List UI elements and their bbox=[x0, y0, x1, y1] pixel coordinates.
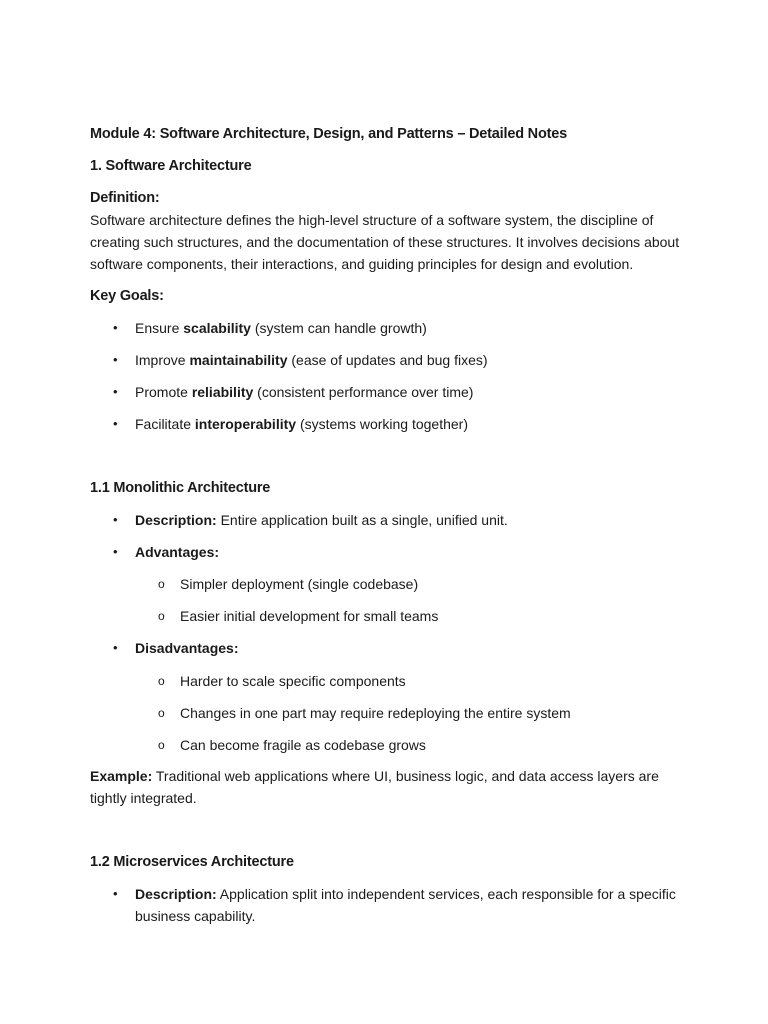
list-item bbox=[135, 317, 427, 339]
description-label: Description: bbox=[135, 886, 217, 902]
definition-text: Software architecture defines the high-level structure of a software system, the discipline of creating such structures, and the documentation of these structures. It involves decisions about software components, their interactions, and guiding principles for design and evolution. bbox=[90, 212, 680, 272]
list-item bbox=[135, 413, 468, 435]
description-continuation: business capability. bbox=[135, 908, 256, 924]
list-item: Changes in one part may require redeploying the entire system bbox=[180, 705, 571, 721]
sub-bullet-marker: o bbox=[158, 609, 165, 623]
key-goals-label: Key Goals: bbox=[90, 288, 164, 304]
bullet-marker: • bbox=[113, 886, 118, 901]
example-label: Example: bbox=[90, 768, 153, 784]
bullet-marker: • bbox=[113, 352, 118, 367]
goal-term: interoperability bbox=[194, 416, 297, 432]
sub-bullet-marker: o bbox=[158, 706, 165, 720]
list-item bbox=[135, 349, 488, 371]
list-item: Harder to scale specific components bbox=[180, 673, 406, 689]
bullet-marker: • bbox=[113, 640, 118, 655]
goal-prefix: Promote bbox=[135, 384, 192, 400]
bullet-marker: • bbox=[113, 512, 118, 527]
bullet-marker: • bbox=[113, 384, 118, 399]
list-item bbox=[135, 381, 473, 403]
definition-label: Definition: bbox=[90, 190, 160, 206]
sub-bullet-marker: o bbox=[158, 738, 165, 752]
goal-prefix: Facilitate bbox=[135, 416, 195, 432]
goal-suffix: (system can handle growth) bbox=[250, 320, 427, 336]
section-heading-microservices: 1.2 Microservices Architecture bbox=[90, 854, 294, 870]
sub-bullet-marker: o bbox=[158, 577, 165, 591]
list-item: Easier initial development for small teams bbox=[180, 608, 439, 624]
list-item bbox=[135, 509, 508, 531]
list-item: Simpler deployment (single codebase) bbox=[180, 576, 419, 592]
section-heading-monolithic: 1.1 Monolithic Architecture bbox=[90, 480, 271, 496]
example-text: Traditional web applications where UI, business logic, and data access layers are tightly integrated. bbox=[90, 768, 659, 806]
advantages-label: Advantages: bbox=[135, 544, 220, 560]
example-paragraph bbox=[90, 765, 670, 809]
goal-term: scalability bbox=[183, 320, 251, 336]
disadvantages-label: Disadvantages: bbox=[135, 640, 239, 656]
bullet-marker: • bbox=[113, 320, 118, 335]
goal-term: reliability bbox=[191, 384, 254, 400]
description-text: Application split into independent services, each responsible for a specific bbox=[216, 886, 676, 902]
goal-suffix: (consistent performance over time) bbox=[253, 384, 474, 400]
goal-prefix: Ensure bbox=[135, 320, 184, 336]
description-label: Description: bbox=[135, 512, 217, 528]
goal-prefix: Improve bbox=[135, 352, 190, 368]
goal-suffix: (systems working together) bbox=[296, 416, 469, 432]
goal-suffix: (ease of updates and bug fixes) bbox=[287, 352, 488, 368]
document-title: Module 4: Software Architecture, Design, and Patterns – Detailed Notes bbox=[90, 126, 567, 142]
list-item bbox=[135, 883, 676, 905]
bullet-marker: • bbox=[113, 544, 118, 559]
goal-term: maintainability bbox=[189, 352, 288, 368]
list-item: Can become fragile as codebase grows bbox=[180, 737, 426, 753]
sub-bullet-marker: o bbox=[158, 674, 165, 688]
bullet-marker: • bbox=[113, 416, 118, 431]
section-heading-software-architecture: 1. Software Architecture bbox=[90, 158, 252, 174]
description-text: Entire application built as a single, unified unit. bbox=[216, 512, 508, 528]
